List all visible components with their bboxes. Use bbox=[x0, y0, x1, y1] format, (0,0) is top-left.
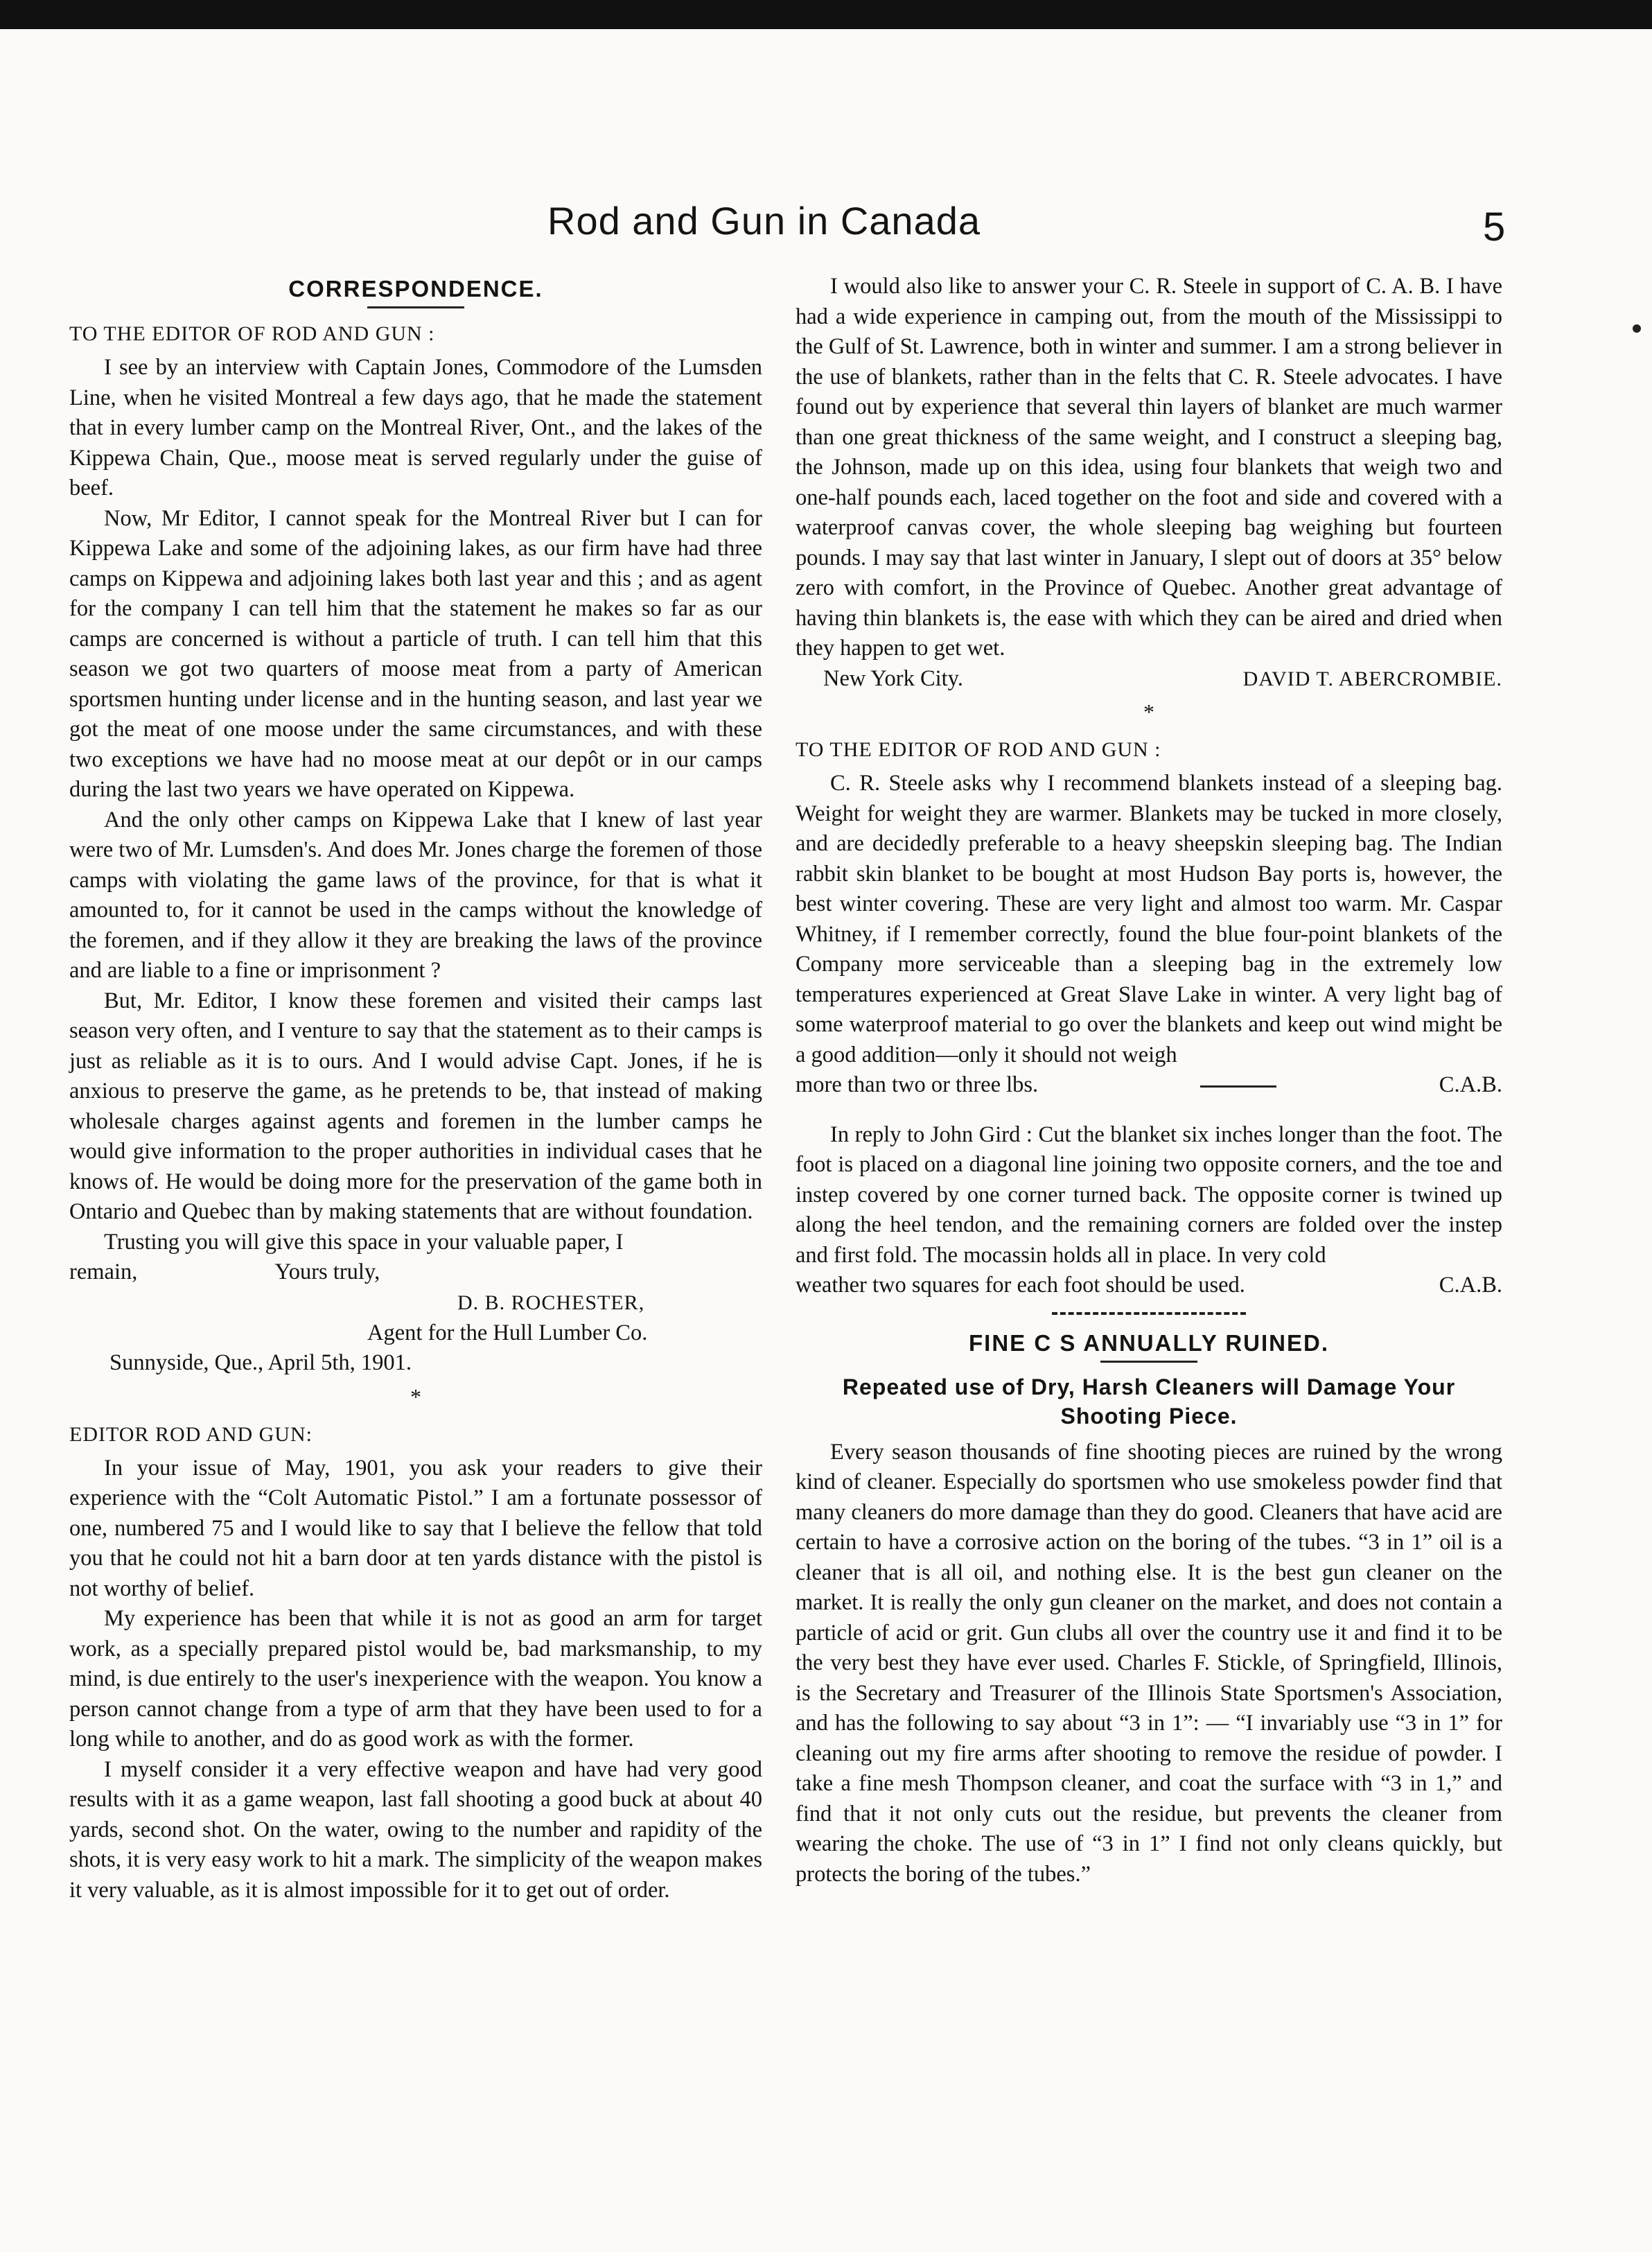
paragraph: But, Mr. Editor, I know these foremen and visited their camps last season very often, and I venture to say that the statement as to their camps is just as reliable as it is to ours. And I would advise Capt. Jones, if he is anxious to preserve the game, as he pretends to be, that instead of making wholesale charges against agents and foremen in the lumber camps he would give information to the proper authorities in individual cases that he knows of. He would be doing more for the preservation of the game both in Ontario and Quebec than by making statements that are without foundation. bbox=[69, 988, 762, 1224]
letter-rochester bbox=[69, 318, 762, 1379]
scan-top-border bbox=[0, 0, 1652, 29]
signature: C.A.B. bbox=[1439, 1072, 1502, 1097]
paragraph: C. R. Steele asks why I recommend blankets instead of a sleeping bag. Weight for weight they are warmer. Blankets may be tucked in more closely, and are decidedly preferable to a heavy sheepskin sleeping bag. The Indian rabbit skin blanket to be bought at most Hudson Bay ports is, however, the best winter covering. These are very light and almost too warm. Mr. Caspar Whitney, if I remember correctly, found the blue four-point blankets of the Company more serviceable than a sleeping bag in the extremely low temperatures experienced at Great Slave Lake in winter. A very light bag of some waterproof material to go over the blankets and keep out wind might be a good addition—only it should not weigh bbox=[796, 771, 1502, 1067]
inline-rule bbox=[1200, 1085, 1276, 1088]
paragraph: In your issue of May, 1901, you ask your readers to give their experience with the “Colt Automatic Pistol.” I am a fortunate possessor of one, numbered 75 and I would like to say that I believe the fellow that told you that he could not hit a barn door at ten yards distance with the pistol is not worthy of belief. bbox=[69, 1455, 762, 1601]
closing-line bbox=[796, 1070, 1502, 1101]
article-subheading: Repeated use of Dry, Harsh Cleaners will Damage Your Shooting Piece. bbox=[842, 1374, 1456, 1429]
closing bbox=[69, 1257, 762, 1288]
paragraph: My experience has been that while it is not as good an arm for target work, as a specially prepared pistol would be, bad marksmanship, to my mind, is due entirely to the user's inexperience with the weapon. You know a person cannot change from a type of arm that they have been used to for a long while to another, and do as good work as with the former. bbox=[69, 1606, 762, 1752]
signature: C.A.B. bbox=[1439, 1273, 1502, 1298]
heading-rule bbox=[1100, 1361, 1197, 1363]
paragraph: I see by an interview with Captain Jones, Commodore of the Lumsden Line, when he visited Montreal a few days ago, that he made the statement that in every lumber camp on the Montreal River, Ont., and the lakes of the Kippewa Chain, Que., moose meat is served regularly under the guise of beef. bbox=[69, 355, 762, 500]
last-line: more than two or three lbs. bbox=[796, 1072, 1039, 1097]
paragraph: In reply to John Gird : Cut the blanket six inches longer than the foot. The foot is placed on a diagonal line joining two opposite corners, and the toe and instep covered by one corner turned back. The opposite corner is twined up along the heel tendon, and the remaining corners are folded over the instep and first fold. The mocassin holds all in place. In very cold bbox=[796, 1121, 1502, 1268]
paragraph: I myself consider it a very effective weapon and have had very good results with it as a game weapon, last fall shooting a good buck at about 40 yards, second shot. On the water, owing to the number and rapidity of the shots, it is very easy work to hit a mark. The simplicity of the weapon makes it very valuable, as it is almost impossible for it to get out of order. bbox=[69, 1756, 762, 1903]
paragraph: And the only other camps on Kippewa Lake that I knew of last year were two of Mr. Lumsden's. And does Mr. Jones charge the foremen of those camps with violating the game laws of the province, for that is what it amounted to, for it cannot be used in the camps without the knowledge of the foremen, and if they allow it they are breaking the laws of the province and are liable to a fine or imprisonment ? bbox=[69, 807, 762, 983]
section-separator-star: * bbox=[410, 1384, 421, 1409]
salutation: EDITOR ROD AND GUN: bbox=[69, 1422, 313, 1446]
letter-abercrombie bbox=[796, 272, 1502, 694]
page-number: 5 bbox=[1483, 204, 1506, 250]
closing-yours: Yours truly, bbox=[274, 1259, 380, 1284]
section-separator-star: * bbox=[1143, 699, 1154, 724]
signature-line bbox=[796, 664, 1502, 695]
left-column bbox=[69, 272, 762, 1905]
page-header bbox=[0, 198, 1652, 261]
paragraph: Trusting you will give this space in your valuable paper, I bbox=[104, 1229, 624, 1255]
closing-line bbox=[796, 1271, 1502, 1301]
place-date: Sunnyside, Que., April 5th, 1901. bbox=[109, 1350, 412, 1375]
paragraph: I would also like to answer your C. R. Steele in support of C. A. B. I have had a wide experience in camping out, from the mouth of the Mississippi to the Gulf of St. Lawrence, both in winter and summer. I am a strong believer in the use of blankets, rather than in the felts that C. R. Steele advocates. I have found out by experience that several thin layers of blanket are much warmer than one great thickness of the same weight, and I construct a sleeping bag, the Johnson, made up on this idea, using four blankets that weigh two and one-half pounds each, laced together on the foot and side and covered with a waterproof canvas cover, the whole sleeping bag weighing but fourteen pounds. I may say that last winter in January, I slept out of doors at 35° below zero with comfort, in the Province of Quebec. Another great advantage of having thin blankets is, the ease with which they can be aired and dried when they happen to get wet. bbox=[796, 274, 1502, 661]
article-heading: FINE C S ANNUALLY RUINED. bbox=[969, 1329, 1329, 1356]
letter-colt-pistol bbox=[69, 1419, 762, 1906]
letter-cab-2 bbox=[796, 1120, 1502, 1301]
signature: D. B. ROCHESTER, bbox=[457, 1291, 645, 1314]
closing-remain: remain, bbox=[69, 1259, 138, 1284]
running-title: Rod and Gun in Canada bbox=[547, 199, 981, 243]
signature: DAVID T. ABERCROMBIE. bbox=[1242, 667, 1502, 690]
section-heading: CORRESPONDENCE. bbox=[288, 276, 543, 302]
last-line: weather two squares for each foot should be used. bbox=[796, 1273, 1245, 1298]
letter-cab-1 bbox=[796, 734, 1502, 1101]
article-cleaners bbox=[796, 1330, 1502, 1890]
place: New York City. bbox=[823, 665, 963, 691]
heading-rule bbox=[367, 306, 464, 308]
signature-title: Agent for the Hull Lumber Co. bbox=[367, 1320, 648, 1345]
right-column bbox=[796, 272, 1502, 1889]
scan-mark bbox=[1633, 324, 1641, 333]
section-divider bbox=[1052, 1312, 1246, 1315]
salutation: TO THE EDITOR OF ROD AND GUN : bbox=[796, 738, 1161, 761]
paragraph: Now, Mr Editor, I cannot speak for the Montreal River but I can for Kippewa Lake and some of the adjoining lakes, as our firm have had three camps on Kippewa and adjoining lakes both last year and this ; and as agent for the company I can tell him that the statement he makes so far as our camps are concerned is without a particle of truth. I can tell him that this season we got two quarters of moose meat from a party of American sportsmen hunting under license and in the hunting season, and last year we got the meat of one moose under the same circumstances, and with these two exceptions we have had no moose meat at our depôt or in our camps during the last two years we have operated on Kippewa. bbox=[69, 505, 762, 802]
salutation: TO THE EDITOR OF ROD AND GUN : bbox=[69, 322, 435, 345]
paragraph: Every season thousands of fine shooting pieces are ruined by the wrong kind of cleaner. Especially do sportsmen who use smokeless powder find that many cleaners do more damage than they do good. Cleaners that have acid are certain to have a corrosive action on the boring of the tubes. “3 in 1” oil is a cleaner that is all oil, and nothing else. It is the best gun cleaner on the market. It is really the only gun cleaner on the market, and does not contain a particle of acid or grit. Gun clubs all over the country use it and find it to be the very best they have ever used. Charles F. Stickle, of Springfield, Illinois, is the Secretary and Treasurer of the Illinois State Sportsmen's Association, and has the following to say about “3 in 1”: — “I invariably use “3 in 1” for cleaning out my fire arms after shooting to remove the residue of powder. I take a fine mesh Thompson cleaner, and coat the surface with “3 in 1,” and find that it not only cuts out the residue, but prevents the cleaner from wearing the choke. The use of “3 in 1” I find not only cleans quickly, but protects the boring of the tubes.” bbox=[796, 1439, 1502, 1887]
